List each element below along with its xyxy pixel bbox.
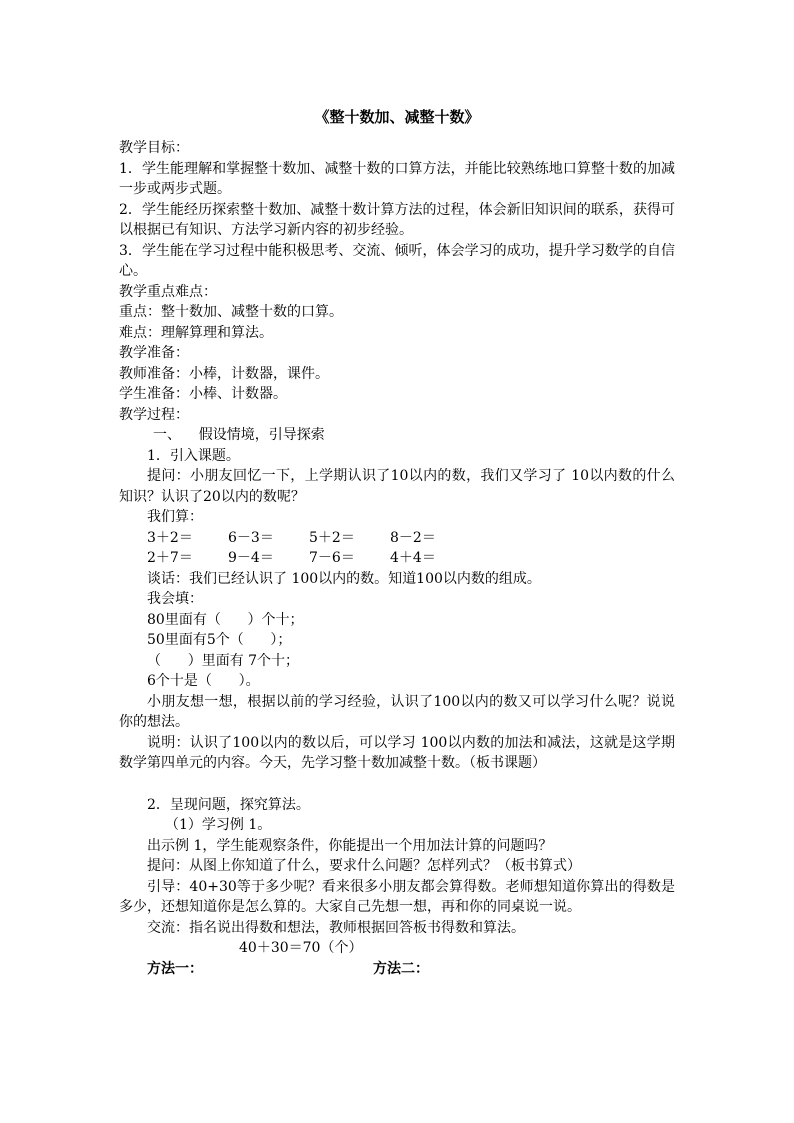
process-heading: 教学过程：: [119, 406, 189, 423]
question-2: 提问：从图上你知道了什么，要求什么问题？怎样列式？（板书算式）: [147, 858, 581, 874]
keypoints-heading: 教学重点难点：: [119, 283, 217, 300]
goal-2: 2．学生能经历探索整十数加、减整十数计算方法的过程，体会新旧知识间的联系，获得可以根据已有知识、方法学习新内容的初步经验。: [119, 201, 675, 238]
prep-heading: 教学准备：: [119, 345, 189, 361]
blank-line: [119, 774, 675, 795]
step-1: 1．引入课题。: [147, 447, 240, 464]
talk: 谈话：我们已经认识了 100以内的数。知道100以内数的组成。: [147, 570, 541, 587]
method-2-label: 方法二：: [373, 960, 429, 977]
part-1-heading: 一、 假设情境，引导探索: [153, 427, 325, 443]
fill-heading: 我会填：: [147, 591, 203, 607]
fill-item-4: 6个十是（ ）。: [147, 673, 260, 689]
difficulty: 难点：理解算理和算法。: [119, 324, 273, 341]
student-prep: 学生准备：小棒、计数器。: [119, 386, 287, 402]
document-body: [119, 138, 675, 979]
keypoint: 重点：整十数加、减整十数的口算。: [119, 304, 343, 320]
calc-item: 7－6＝: [309, 550, 355, 566]
we-calc-label: 我们算：: [147, 509, 203, 525]
show-example: 出示例 1，学生能观察条件，你能提出一个用加法计算的问题吗？: [147, 837, 553, 854]
guide: 引导：40+30等于多少呢？看来很多小朋友都会算得数。老师想知道你算出的得数是多少，还想知道你是怎么算的。大家自己先想一想，再和你的同桌说一说。: [119, 878, 675, 915]
calc-item: 8－2＝: [390, 529, 436, 546]
calc-row-1: [119, 528, 675, 549]
calc-item: 3＋2＝: [147, 529, 193, 546]
sub-step-1: （1）学习例 1。: [165, 817, 272, 833]
calc-item: 4＋4＝: [390, 550, 436, 566]
goal-1: 1．学生能理解和掌握整十数加、减整十数的口算方法，并能比较熟练地口算整十数的加减一步或两步式题。: [119, 160, 675, 197]
calc-row-2: [119, 548, 675, 569]
step-2: 2．呈现问题，探究算法。: [147, 796, 310, 813]
calc-item: 5＋2＝: [309, 529, 355, 546]
teacher-prep: 教师准备：小棒，计数器，课件。: [119, 365, 329, 382]
equation: 40＋30＝70（个）: [239, 940, 363, 956]
explanation: 说明：认识了100以内的数以后，可以学习 100以内数的加法和减法，这就是这学期数学第四单元的内容。今天，先学习整十数加减整十数。（板书课题）: [119, 734, 675, 771]
question-1: 提问：小朋友回忆一下，上学期认识了10以内的数，我们又学习了 10以内数的什么知识？认识了20以内的数呢？: [119, 468, 675, 505]
document-title: 《整十数加、减整十数》: [314, 108, 480, 126]
methods-row: [119, 959, 675, 980]
exchange: 交流：指名说出得数和想法，教师根据回答板书得数和算法。: [147, 919, 525, 936]
method-1-label: 方法一：: [147, 960, 203, 977]
think-prompt: 小朋友想一想，根据以前的学习经验，认识了100以内的数又可以学习什么呢？说说你的想法。: [119, 693, 675, 730]
calc-item: 6－3＝: [228, 529, 274, 546]
fill-item-1: 80里面有（ ）个十；: [147, 611, 304, 628]
fill-item-2: 50里面有5个（ ）；: [147, 632, 292, 648]
goal-3: 3．学生能在学习过程中能积极思考、交流、倾听，体会学习的成功，提升学习数学的自信心。: [119, 242, 675, 279]
fill-item-3: （ ）里面有 7个十；: [147, 652, 300, 669]
calc-item: 9－4＝: [228, 550, 274, 566]
goals-heading: 教学目标：: [119, 140, 189, 156]
calc-item: 2＋7＝: [147, 550, 193, 566]
